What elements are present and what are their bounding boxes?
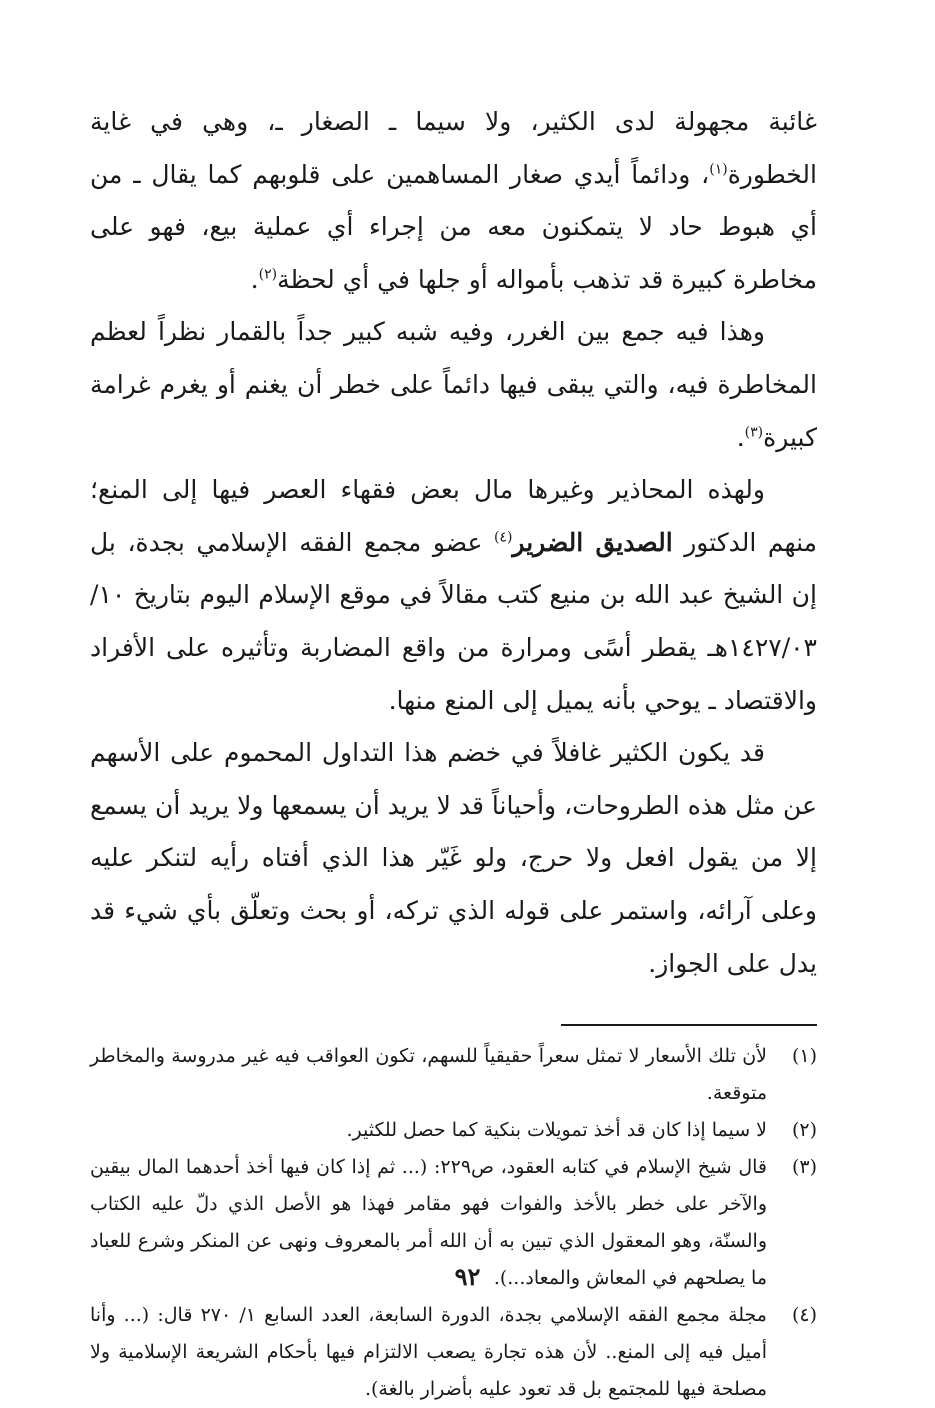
paragraph-1-text-a: غائبة مجهولة لدى الكثير، ولا سيما ـ الصغار ـ، وهي في غاية الخطورة (90, 107, 817, 189)
footnote-text: قال شيخ الإسلام في كتابه العقود، ص٢٢٩: (... ثم إذا كان فيها أخذ أحدهما المال بيقين والآخر على خطر بالأخذ والفوات فهو مقامر فهذا هو الأصل الذي دلّ عليه الكتاب والسنّة، وهو المعقول الذي تبين به أن الله أمر بالمعروف ونهى عن المنكر وشرع للعباد ما يصلحهم في المعاش والمعاد...). (90, 1156, 768, 1290)
paragraph-2-text: وهذا فيه جمع بين الغرر، وفيه شبه كبير جداً بالقمار نظراً لعظم المخاطرة فيه، والتي يبقى فيها دائماً على خطر أن يغنم أو يغرم غرامة كبيرة (90, 317, 817, 452)
footnote-text: مجلة مجمع الفقه الإسلامي بجدة، الدورة السابعة، العدد السابع ١/ ٢٧٠ قال: (... وأنا أميل فيه إلى المنع.. لأن هذه تجارة يصعب الالتزام فيها بأحكام الشريعة الإسلامية ولا مصلحة فيها للمجتمع بل قد تعود عليه بأضرار بالغة). (90, 1304, 767, 1401)
footnote-ref-2: (٢) (258, 266, 278, 283)
footnote-ref-4: (٤) (493, 529, 513, 546)
paragraph-4: قد يكون الكثير غافلاً في خضم هذا التداول المحموم على الأسهم عن مثل هذه الطروحات، وأحياناً قد لا يريد أن يسمعها ولا يريد أن يسمع إلا من يقول افعل ولا حرج، ولو غَيّر هذا الذي أفتاه رأيه لتنكر عليه وعلى آرائه، واستمر على قوله الذي تركه، أو بحث وتعلّق بأي شيء قد يدل على الجواز. (90, 738, 817, 978)
footnote-4 (90, 1297, 817, 1408)
footnote-separator (561, 1024, 817, 1026)
footnote-ref-3: (٣) (744, 424, 764, 441)
paragraph-3-text-b: عضو مجمع الفقه الإسلامي بجدة، بل إن الشيخ عبد الله بن منيع كتب مقالاً في موقع الإسلام اليوم بتاريخ ١٠/ ١٤٢٧/٠٣هـ يقطر أسًى ومرارة من واقع المضاربة وتأثيره على الأفراد والاقتصاد ـ يوحي بأنه يميل إلى المنع منها. (90, 527, 817, 715)
paragraph-2-end: . (736, 422, 745, 452)
paragraph-3-text-a: ولهذه المحاذير وغيرها مال بعض فقهاء العصر فيها إلى المنع؛ منهم الدكتور (90, 475, 818, 557)
footnote-number: (٢) (791, 1119, 817, 1142)
paragraph-2 (90, 306, 817, 464)
footnote-ref-1: (١) (709, 161, 728, 178)
scholar-name: الصديق الضرير (512, 527, 673, 557)
footnote-text: لأن تلك الأسعار لا تمثل سعراً حقيقياً للسهم، تكون العواقب فيه غير مدروسة والمخاطر متوقعة. (90, 1045, 767, 1105)
page-number: ٩٢ (454, 1262, 481, 1291)
footnote-1 (90, 1038, 817, 1112)
footnote-text: لا سيما إذا كان قد أخذ تمويلات بنكية كما حصل للكثير. (346, 1119, 767, 1142)
paragraph-3 (90, 464, 817, 727)
footnote-number: (٤) (791, 1304, 817, 1327)
footnotes (90, 1038, 817, 1408)
footnote-number: (٣) (791, 1156, 817, 1179)
paragraph-1-text-b: ، ودائماً أيدي صغار المساهمين على قلوبهم كما يقال ـ من أي هبوط حاد لا يتمكنون معه من إجراء أي عملية بيع، فهو على مخاطرة كبيرة قد تذهب بأمواله أو جلها في أي لحظة (90, 159, 817, 294)
footnote-2 (90, 1112, 817, 1149)
paragraph-1 (90, 96, 817, 306)
paragraph-1-end: . (250, 264, 259, 294)
main-text (90, 96, 817, 990)
footnote-number: (١) (791, 1045, 817, 1068)
